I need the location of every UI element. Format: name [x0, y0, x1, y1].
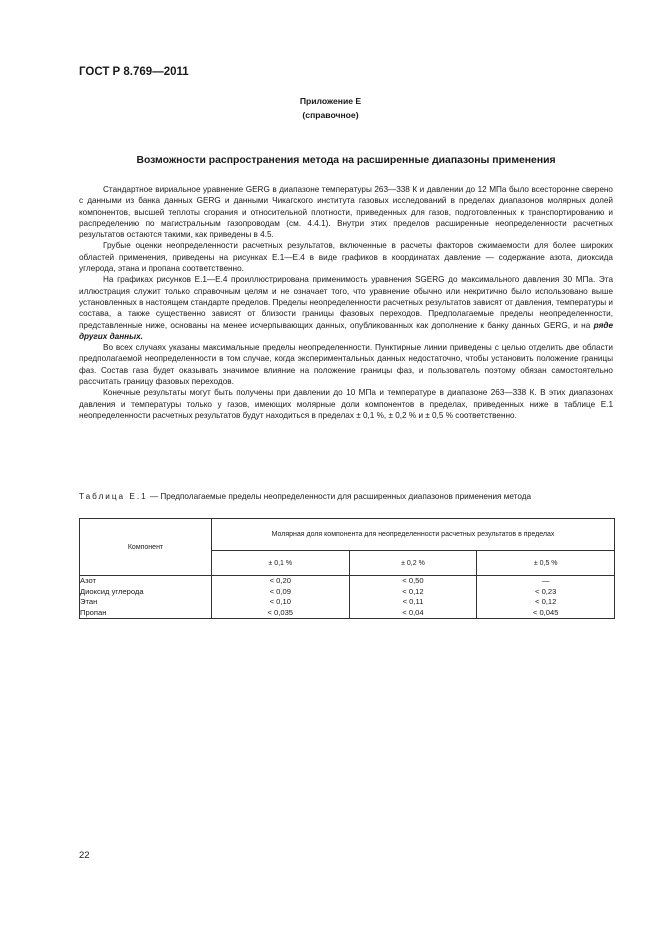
values-05-column: [477, 576, 615, 619]
section-title: Возможности распространения метода на расширенные диапазоны применения: [136, 155, 556, 166]
value-cell: —: [541, 576, 550, 585]
values-02-column: [349, 576, 477, 619]
values-01-column: [212, 576, 350, 619]
paragraph-3-emphasis: ряде других данных.: [79, 320, 613, 341]
table-body-row: [80, 576, 615, 619]
component-name: Азот: [80, 576, 96, 585]
paragraph-3: [79, 274, 613, 342]
value-cell: < 0,045: [532, 607, 559, 617]
page-number: 22: [79, 850, 90, 861]
value-cell: < 0,20: [269, 576, 291, 585]
value-cell: < 0,12: [402, 586, 424, 596]
value-cell: < 0,09: [269, 586, 291, 596]
value-cell: < 0,12: [535, 597, 557, 606]
body-text: [79, 184, 613, 421]
component-name: Этан: [80, 597, 98, 606]
value-cell: < 0,23: [535, 586, 557, 596]
table-caption-label: Таблица Е.1: [79, 492, 148, 501]
value-cell: < 0,035: [267, 607, 294, 617]
component-column: [80, 576, 212, 619]
header-uncertainty-05: ± 0,5 %: [477, 551, 615, 576]
paragraph-2: Грубые оценки неопределенности расчетных результатов, включенные в расчеты факторов сжимаемости для более широких областей применения, приведены на рисунках Е.1—Е.4 в виде графиков в координатах давление — содержание азота, диоксида углерода, этана и пропана соответственно.: [79, 241, 613, 274]
header-uncertainty-02: ± 0,2 %: [349, 551, 477, 576]
table-caption-text: — Предполагаемые пределы неопределенности для расширенных диапазонов применения метода: [147, 492, 532, 501]
paragraph-4: Во всех случаях указаны максимальные пределы неопределенности. Пунктирные линии приведены с целью отделить две области предполагаемой неопределенности в том случае, когда экспериментальных данных недостаточно, чтобы установить положение границы фаз. Состав газа будет оказывать значимое влияние на положение границы фаз, и пользователь поэтому обязан самостоятельно рассчитать границу фазовых переходов.: [79, 343, 613, 387]
component-name: Пропан: [80, 607, 107, 617]
value-cell: < 0,04: [402, 607, 424, 617]
paragraph-3-main: На графиках рисунков Е.1—Е.4 проиллюстрирована применимость уравнения SGERG до максимального давления 30 МПа. Эта иллюстрация служит только справочным целям и не означает того, что уравнение обычно или некритично было использовано выше установленных в настоящем стандарте пределов. Пределы неопределенности расчетных результатов зависят от давления, температуры и состава, а также существенно зависят от близости границы фазовых переходов. Предполагаемые пределы неопределенности, представленные ниже, основаны на менее исчерпывающих данных, опубликованных как дополнение к банку данных GERG, и на: [79, 275, 613, 330]
paragraph-5: Конечные результаты могут быть получены при давлении до 10 МПа и температуре в диапазоне 263—338 К. В этих диапазонах давления и температуры только у газов, имеющих молярные доли компонентов в пределах, приведенных ниже в таблице Е.1 неопределенности расчетных результатов будут находиться в пределах ± 0,1 %, ± 0,2 % и ± 0,5 % соответственно.: [79, 388, 613, 420]
value-cell: < 0,50: [402, 576, 424, 585]
header-component: Компонент: [80, 519, 212, 576]
table-header-row: [80, 519, 615, 551]
uncertainty-table: [79, 518, 615, 619]
paragraph-1: Стандартное вириальное уравнение GERG в диапазоне температуры 263—338 К и давлении до 12 МПа было всесторонне сверено с данными из банка данных GERG и данными Чикагского института газовых исследований в пределах диапазонов молярных долей компонентов, высшей теплоты сгорания и относительной плотности, приведенных для газов, подготовленных к транспортированию и распределению по магистральным газопроводам (см. 4.4.1). Внутри этих пределов расширенные неопределенности расчетных результатов остаются такими, как приведены в 4.5.: [79, 185, 613, 240]
annex-subtitle: (справочное): [302, 110, 359, 120]
header-molar-fraction: Молярная доля компонента для неопределенности расчетных результатов в пределах: [212, 519, 615, 551]
document-code: ГОСТ Р 8.769—2011: [79, 66, 189, 78]
value-cell: < 0,10: [269, 597, 291, 606]
table-caption: [79, 491, 613, 502]
header-uncertainty-01: ± 0,1 %: [212, 551, 350, 576]
value-cell: < 0,11: [402, 597, 424, 606]
component-name: Диоксид углерода: [80, 586, 144, 596]
annex-title: Приложение Е: [299, 96, 362, 106]
